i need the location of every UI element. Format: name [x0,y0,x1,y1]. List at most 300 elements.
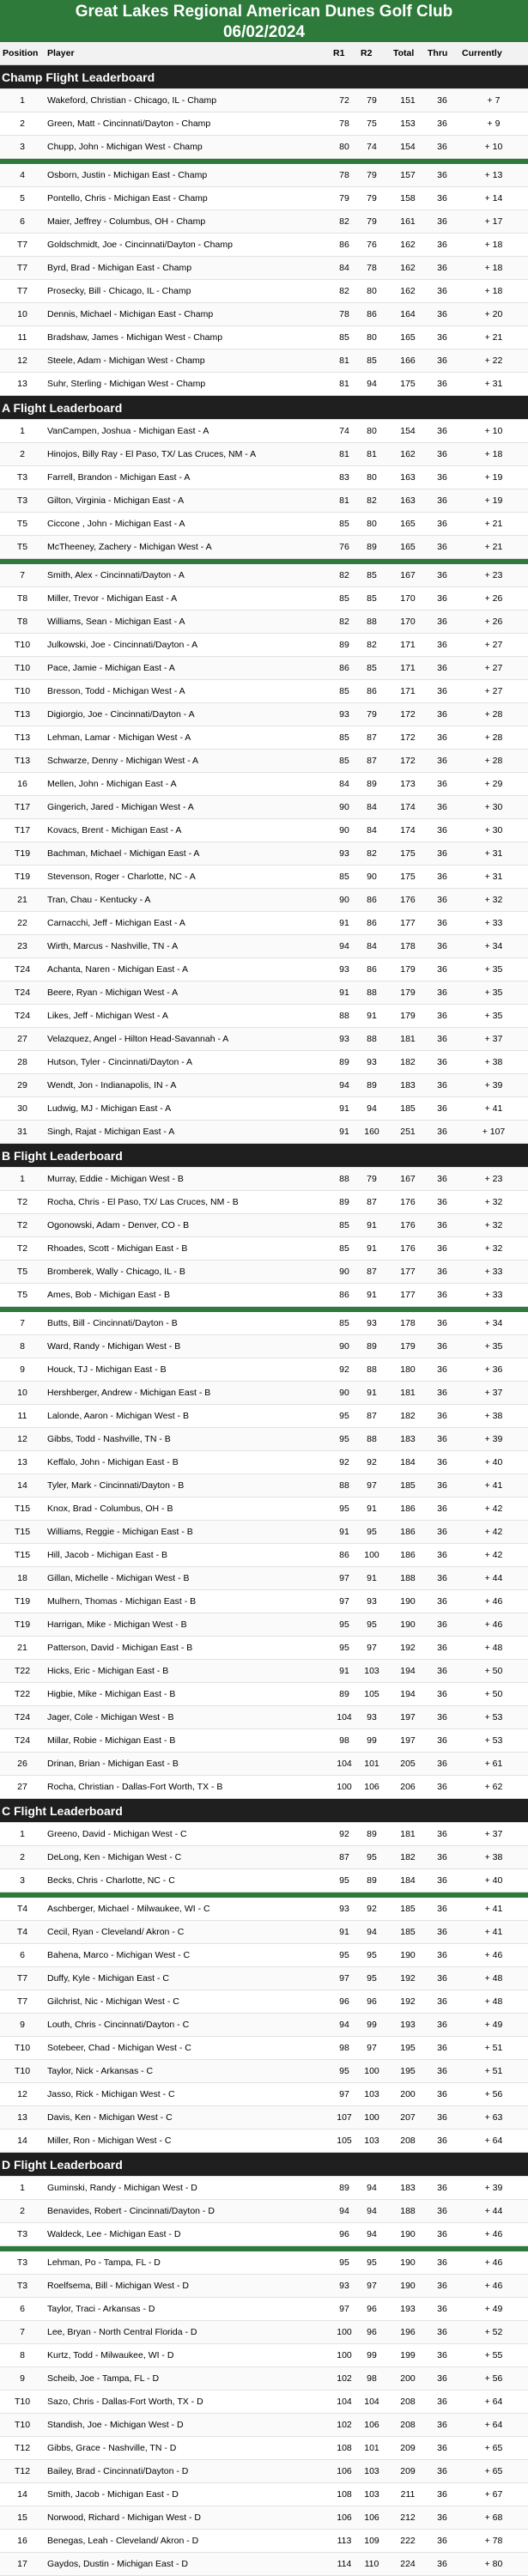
cell-player: Scheib, Joe - Tampa, FL - D [45,2367,331,2391]
cell-player: Aschberger, Michael - Milwaukee, WI - C [45,1898,331,1921]
cell-r1: 97 [331,2298,358,2321]
cell-player: Green, Matt - Cincinnati/Dayton - Champ [45,112,331,136]
cell-r2: 93 [358,1590,385,1613]
cell-r2: 86 [358,303,385,326]
cell-r2: 86 [358,958,385,981]
cell-r2: 97 [358,2275,385,2298]
cell-thru: 36 [425,796,459,819]
cell-player: Pace, Jamie - Michigan East - A [45,657,331,680]
cell-thru: 36 [425,2275,459,2298]
cell-position: T19 [0,842,45,866]
table-row [0,958,528,981]
cell-player: Miller, Ron - Michigan West - C [45,2129,331,2153]
cell-r2: 89 [358,1869,385,1893]
cell-r2: 95 [358,1944,385,1967]
cell-r1: 100 [331,1776,358,1799]
cell-r1: 114 [331,2553,358,2576]
cell-total: 190 [391,2251,425,2275]
cell-r2: 97 [358,2037,385,2060]
cell-r2: 94 [358,1097,385,1121]
cell-position: 11 [0,1405,45,1428]
cell-player: Duffy, Kyle - Michigan East - C [45,1967,331,1990]
cell-thru: 36 [425,1660,459,1683]
cell-player: Jager, Cole - Michigan West - B [45,1706,331,1729]
cell-r2: 81 [358,443,385,466]
cell-player: Gilton, Virginia - Michigan East - A [45,489,331,513]
cell-position: 8 [0,1335,45,1358]
section-title: C Flight Leaderboard [0,1799,528,1823]
cell-r1: 102 [331,2414,358,2437]
cell-player: Sazo, Chris - Dallas-Fort Worth, TX - D [45,2391,331,2414]
cell-total: 183 [391,1074,425,1097]
cell-currently: + 30 [459,796,528,819]
cell-player: Standish, Joe - Michigan West - D [45,2414,331,2437]
table-row [0,726,528,750]
cell-r2: 85 [358,564,385,587]
cell-thru: 36 [425,1990,459,2014]
cell-thru: 36 [425,1776,459,1799]
cell-total: 165 [391,536,425,559]
cell-currently: + 64 [459,2414,528,2437]
cell-total: 192 [391,1990,425,2014]
cell-thru: 36 [425,958,459,981]
cell-r1: 102 [331,2367,358,2391]
cell-r2: 88 [358,1028,385,1051]
cell-r2: 95 [358,1967,385,1990]
cell-total: 176 [391,1237,425,1261]
cell-currently: + 80 [459,2553,528,2576]
cell-total: 185 [391,1097,425,1121]
cell-currently: + 46 [459,2251,528,2275]
cell-currently: + 38 [459,1846,528,1869]
cell-position: 31 [0,1121,45,1144]
cell-position: 7 [0,2321,45,2344]
cell-total: 163 [391,466,425,489]
cell-r1: 90 [331,889,358,912]
cell-currently: + 35 [459,958,528,981]
cell-r2: 74 [358,136,385,159]
table-row [0,1590,528,1613]
cell-total: 199 [391,2344,425,2367]
cell-total: 176 [391,1214,425,1237]
cell-currently: + 37 [459,1382,528,1405]
cell-total: 183 [391,1428,425,1451]
cell-currently: + 68 [459,2506,528,2530]
cell-r1: 92 [331,1358,358,1382]
cell-thru: 36 [425,2177,459,2200]
cell-thru: 36 [425,1898,459,1921]
table-row [0,1074,528,1097]
cell-r1: 107 [331,2106,358,2129]
cell-player: Rocha, Chris - El Paso, TX/ Las Cruces, NM - B [45,1191,331,1214]
cell-position: T4 [0,1921,45,1944]
cell-total: 179 [391,1335,425,1358]
table-row [0,634,528,657]
cell-player: Maier, Jeffrey - Columbus, OH - Champ [45,210,331,234]
cell-total: 178 [391,935,425,958]
cell-r1: 89 [331,2177,358,2200]
cell-player: Hutson, Tyler - Cincinnati/Dayton - A [45,1051,331,1074]
cell-player: Singh, Rajat - Michigan East - A [45,1121,331,1144]
cell-thru: 36 [425,326,459,349]
table-row [0,611,528,634]
cell-thru: 36 [425,1358,459,1382]
cell-player: Higbie, Mike - Michigan East - B [45,1683,331,1706]
cell-r2: 89 [358,1074,385,1097]
cell-position: T5 [0,513,45,536]
table-row [0,1990,528,2014]
section-header [0,65,528,89]
cell-player: Hicks, Eric - Michigan East - B [45,1660,331,1683]
table-row [0,1729,528,1753]
cell-player: Rhoades, Scott - Michigan East - B [45,1237,331,1261]
cell-r1: 82 [331,611,358,634]
cell-thru: 36 [425,1428,459,1451]
cell-thru: 36 [425,234,459,257]
cell-r2: 96 [358,2298,385,2321]
section-title: A Flight Leaderboard [0,396,528,420]
cell-r1: 94 [331,2014,358,2037]
cell-currently: + 18 [459,280,528,303]
cell-r1: 95 [331,1944,358,1967]
cell-r2: 103 [358,2460,385,2483]
cell-currently: + 46 [459,2223,528,2246]
cell-total: 179 [391,981,425,1005]
cell-currently: + 46 [459,2275,528,2298]
cell-position: T19 [0,866,45,889]
table-row [0,1869,528,1893]
cell-thru: 36 [425,611,459,634]
cell-position: 9 [0,1358,45,1382]
cell-total: 186 [391,1498,425,1521]
cell-r1: 89 [331,634,358,657]
cell-thru: 36 [425,2367,459,2391]
cell-currently: + 65 [459,2437,528,2460]
cell-thru: 36 [425,1683,459,1706]
cell-currently: + 65 [459,2460,528,2483]
cell-player: Becks, Chris - Charlotte, NC - C [45,1869,331,1893]
cell-position: 6 [0,210,45,234]
cell-r2: 87 [358,750,385,773]
cell-thru: 36 [425,2414,459,2437]
cell-thru: 36 [425,1214,459,1237]
cell-thru: 36 [425,1637,459,1660]
cell-currently: + 10 [459,420,528,443]
cell-player: Drinan, Brian - Michigan East - B [45,1753,331,1776]
table-row [0,2275,528,2298]
cell-currently: + 19 [459,466,528,489]
cell-position: 14 [0,2129,45,2153]
cell-r1: 85 [331,587,358,611]
cell-r1: 95 [331,1613,358,1637]
cell-total: 154 [391,136,425,159]
leaderboard-table [0,42,528,2576]
cell-r1: 89 [331,1683,358,1706]
cell-total: 170 [391,587,425,611]
cell-r2: 105 [358,1683,385,1706]
table-row [0,587,528,611]
cell-currently: + 35 [459,1005,528,1028]
table-row [0,1498,528,1521]
table-row [0,2037,528,2060]
cell-currently: + 37 [459,1028,528,1051]
cell-currently: + 41 [459,1474,528,1498]
cell-total: 176 [391,889,425,912]
cell-r1: 86 [331,234,358,257]
cell-currently: + 61 [459,1753,528,1776]
cell-currently: + 28 [459,726,528,750]
cell-r2: 95 [358,1613,385,1637]
cell-r1: 89 [331,1191,358,1214]
section-header [0,1144,528,1168]
cell-player: Tyler, Mark - Cincinnati/Dayton - B [45,1474,331,1498]
cell-thru: 36 [425,2460,459,2483]
cell-r1: 87 [331,1846,358,1869]
cell-player: Ames, Bob - Michigan East - B [45,1284,331,1307]
cell-thru: 36 [425,2321,459,2344]
cell-total: 172 [391,726,425,750]
cell-position: T5 [0,1261,45,1284]
cell-total: 171 [391,680,425,703]
cell-position: 21 [0,889,45,912]
cell-currently: + 78 [459,2530,528,2553]
cell-position: T22 [0,1660,45,1683]
cell-r1: 82 [331,210,358,234]
cell-r2: 93 [358,1312,385,1335]
cell-r1: 95 [331,1637,358,1660]
cell-currently: + 48 [459,1967,528,1990]
cell-position: T7 [0,280,45,303]
cell-player: Beere, Ryan - Michigan West - A [45,981,331,1005]
cell-player: Millar, Robie - Michigan East - B [45,1729,331,1753]
cell-r1: 85 [331,680,358,703]
cell-r1: 108 [331,2483,358,2506]
cell-r1: 113 [331,2530,358,2553]
cell-total: 222 [391,2530,425,2553]
cell-r1: 90 [331,1382,358,1405]
cell-position: T5 [0,536,45,559]
column-header-r1: R1 [331,42,358,65]
cell-r2: 87 [358,726,385,750]
cell-r2: 84 [358,796,385,819]
cell-player: Osborn, Justin - Michigan East - Champ [45,164,331,187]
cell-player: Pontello, Chris - Michigan East - Champ [45,187,331,210]
table-row [0,1967,528,1990]
cell-currently: + 32 [459,1214,528,1237]
cell-currently: + 52 [459,2321,528,2344]
cell-r2: 87 [358,1405,385,1428]
table-row [0,1284,528,1307]
cell-player: Digiorgio, Joe - Cincinnati/Dayton - A [45,703,331,726]
table-row [0,657,528,680]
cell-r2: 88 [358,611,385,634]
cell-r1: 90 [331,1261,358,1284]
cell-r1: 97 [331,1590,358,1613]
table-row [0,2367,528,2391]
cell-thru: 36 [425,1028,459,1051]
cell-r2: 88 [358,981,385,1005]
cell-position: T15 [0,1498,45,1521]
cell-thru: 36 [425,912,459,935]
cell-r1: 84 [331,773,358,796]
cell-currently: + 63 [459,2106,528,2129]
cell-thru: 36 [425,889,459,912]
cell-thru: 36 [425,1168,459,1191]
cell-position: T10 [0,2391,45,2414]
cell-r2: 92 [358,1898,385,1921]
cell-currently: + 27 [459,634,528,657]
cell-r1: 106 [331,2506,358,2530]
cell-r2: 92 [358,1451,385,1474]
cell-total: 193 [391,2298,425,2321]
cell-r1: 95 [331,1428,358,1451]
cell-position: T3 [0,2251,45,2275]
cell-thru: 36 [425,634,459,657]
cell-r2: 110 [358,2553,385,2576]
cell-total: 208 [391,2129,425,2153]
cell-thru: 36 [425,210,459,234]
table-row [0,1335,528,1358]
cell-total: 165 [391,513,425,536]
cell-player: Mulhern, Thomas - Michigan East - B [45,1590,331,1613]
cell-r2: 88 [358,1428,385,1451]
cell-player: Keffalo, John - Michigan East - B [45,1451,331,1474]
cell-total: 172 [391,703,425,726]
table-row [0,2223,528,2246]
cell-thru: 36 [425,2223,459,2246]
column-header-total: Total [391,42,425,65]
cell-currently: + 56 [459,2083,528,2106]
cell-currently: + 49 [459,2014,528,2037]
cell-r1: 88 [331,1168,358,1191]
table-row [0,2553,528,2576]
cell-currently: + 22 [459,349,528,373]
cell-total: 161 [391,210,425,234]
cell-r1: 82 [331,280,358,303]
cell-position: 13 [0,1451,45,1474]
section-header [0,2153,528,2177]
cell-r1: 78 [331,303,358,326]
cell-r1: 94 [331,935,358,958]
cell-r2: 93 [358,1706,385,1729]
cell-position: 7 [0,564,45,587]
table-row [0,1521,528,1544]
cell-player: Williams, Reggie - Michigan East - B [45,1521,331,1544]
cell-r1: 97 [331,2083,358,2106]
cell-player: Ludwig, MJ - Michigan East - A [45,1097,331,1121]
cell-total: 182 [391,1846,425,1869]
column-header-row [0,42,528,65]
cell-currently: + 32 [459,1237,528,1261]
cell-total: 167 [391,1168,425,1191]
cell-currently: + 31 [459,373,528,396]
cell-player: Gingerich, Jared - Michigan West - A [45,796,331,819]
cell-currently: + 38 [459,1051,528,1074]
cell-r2: 94 [358,373,385,396]
cell-r2: 103 [358,2483,385,2506]
cell-position: T24 [0,958,45,981]
cell-r2: 95 [358,2251,385,2275]
table-row [0,981,528,1005]
cell-r2: 82 [358,489,385,513]
cell-r2: 80 [358,326,385,349]
cell-r2: 85 [358,349,385,373]
cell-total: 181 [391,1382,425,1405]
cell-position: 12 [0,2083,45,2106]
cell-player: DeLong, Ken - Michigan West - C [45,1846,331,1869]
cell-player: Goldschmidt, Joe - Cincinnati/Dayton - Champ [45,234,331,257]
cell-total: 183 [391,2177,425,2200]
cell-r2: 101 [358,2437,385,2460]
cell-player: Gillan, Michelle - Michigan West - B [45,1567,331,1590]
cell-player: Wakeford, Christian - Chicago, IL - Champ [45,89,331,112]
cell-r2: 80 [358,513,385,536]
cell-r2: 91 [358,1237,385,1261]
cell-position: 7 [0,1312,45,1335]
table-row [0,1191,528,1214]
cell-player: Hill, Jacob - Michigan East - B [45,1544,331,1567]
cell-thru: 36 [425,703,459,726]
table-row [0,1637,528,1660]
table-row [0,1214,528,1237]
cell-position: T4 [0,1898,45,1921]
cell-position: T12 [0,2460,45,2483]
cell-total: 194 [391,1660,425,1683]
cell-currently: + 48 [459,1990,528,2014]
column-header-position: Position [0,42,45,65]
cell-thru: 36 [425,680,459,703]
cell-player: Bahena, Marco - Michigan West - C [45,1944,331,1967]
cell-r2: 87 [358,1261,385,1284]
cell-currently: + 64 [459,2391,528,2414]
cell-r1: 82 [331,564,358,587]
cell-r1: 91 [331,1521,358,1544]
table-row [0,2391,528,2414]
cell-currently: + 50 [459,1683,528,1706]
cell-total: 197 [391,1729,425,1753]
table-row [0,1706,528,1729]
cell-player: Julkowski, Joe - Cincinnati/Dayton - A [45,634,331,657]
cell-r2: 79 [358,89,385,112]
cell-player: Louth, Chris - Cincinnati/Dayton - C [45,2014,331,2037]
table-row [0,773,528,796]
cell-thru: 36 [425,466,459,489]
cell-r2: 75 [358,112,385,136]
cell-currently: + 19 [459,489,528,513]
table-row [0,326,528,349]
column-header-player: Player [45,42,331,65]
cell-currently: + 28 [459,750,528,773]
cell-position: 1 [0,1168,45,1191]
cell-r2: 91 [358,1214,385,1237]
cell-r1: 81 [331,349,358,373]
cell-position: 16 [0,2530,45,2553]
cell-currently: + 23 [459,1168,528,1191]
cell-thru: 36 [425,1753,459,1776]
cell-total: 209 [391,2460,425,2483]
cell-thru: 36 [425,773,459,796]
cell-total: 212 [391,2506,425,2530]
cell-r2: 91 [358,1567,385,1590]
cell-currently: + 42 [459,1544,528,1567]
cell-r2: 96 [358,1990,385,2014]
cell-r1: 95 [331,2251,358,2275]
cell-r1: 86 [331,1544,358,1567]
cell-r1: 104 [331,1753,358,1776]
cell-player: Ward, Randy - Michigan West - B [45,1335,331,1358]
cell-currently: + 56 [459,2367,528,2391]
cell-thru: 36 [425,1335,459,1358]
